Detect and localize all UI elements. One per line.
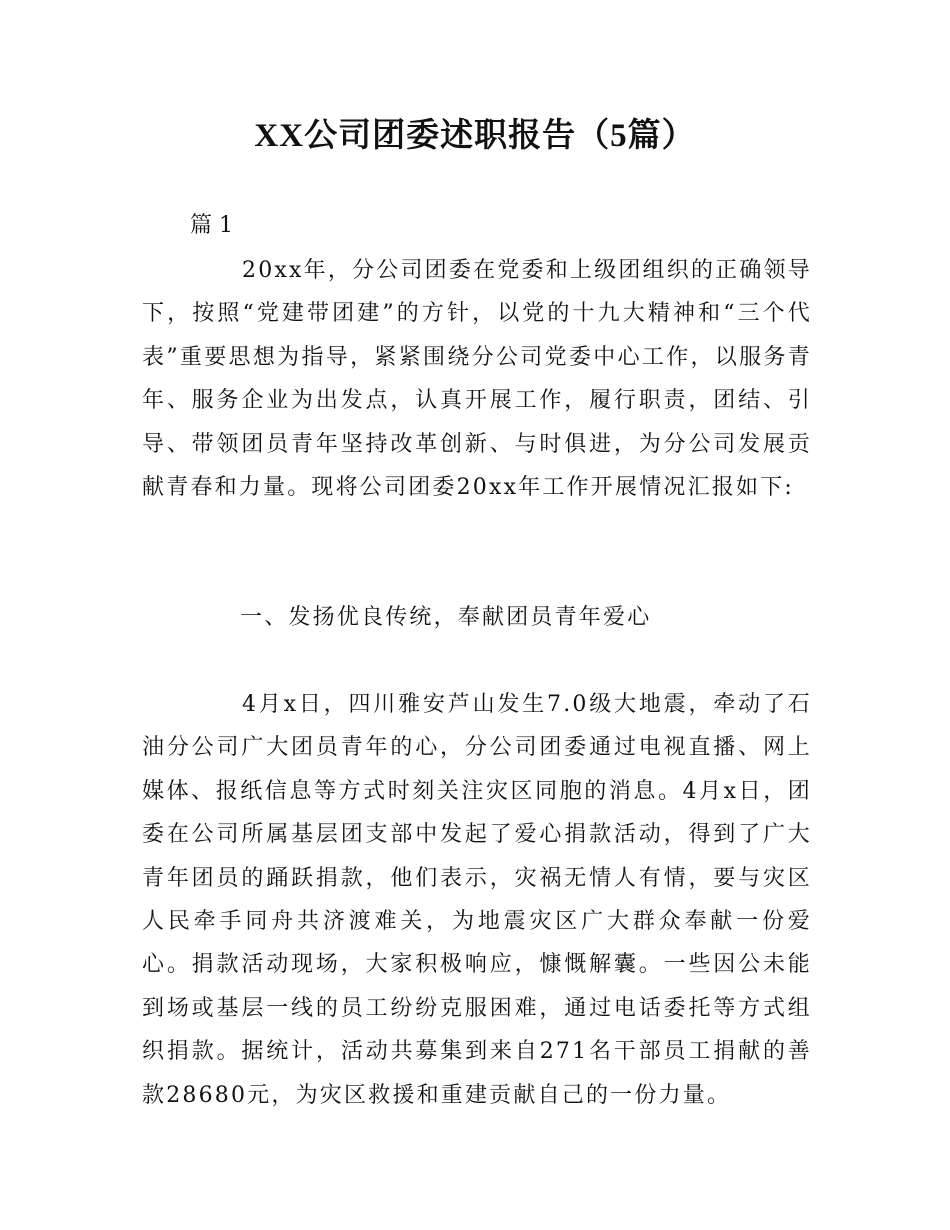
section-heading-1: 一、发扬优良传统，奉献团员青年爱心 (240, 605, 652, 630)
document-title: XX公司团委述职报告（5篇） (254, 118, 696, 154)
section-label: 篇 1 (190, 213, 233, 238)
intro-paragraph: 20xx年，分公司团委在党委和上级团组织的正确领导下，按照“党建带团建”的方针，以党的十九大精神和“三个代表”重要思想为指导，紧紧围绕分公司党委中心工作，以服务青年、服务企业为出发点，认真开展工作，履行职责，团结、引导、带领团员青年坚持改革创新、与时俱进，为分公司发展贡献青春和力量。现将公司团委20xx年工作开展情况汇报如下: (142, 258, 812, 501)
body-paragraph-1: 4月x日，四川雅安芦山发生7.0级大地震，牵动了石油分公司广大团员青年的心，分公司团委通过电视直播、网上媒体、报纸信息等方式时刻关注灾区同胞的消息。4月x日，团委在公司所属基层团支部中发起了爱心捐款活动，得到了广大青年团员的踊跃捐款，他们表示，灾祸无情人有情，要与灾区人民牵手同舟共济渡难关，为地震灾区广大群众奉献一份爱心。捐款活动现场，大家积极响应，慷慨解囊。一些因公未能到场或基层一线的员工纷纷克服困难，通过电话委托等方式组织捐款。据统计，活动共募集到来自271名干部员工捐献的善款28680元，为灾区救援和重建贡献自己的一份力量。 (142, 692, 812, 1108)
